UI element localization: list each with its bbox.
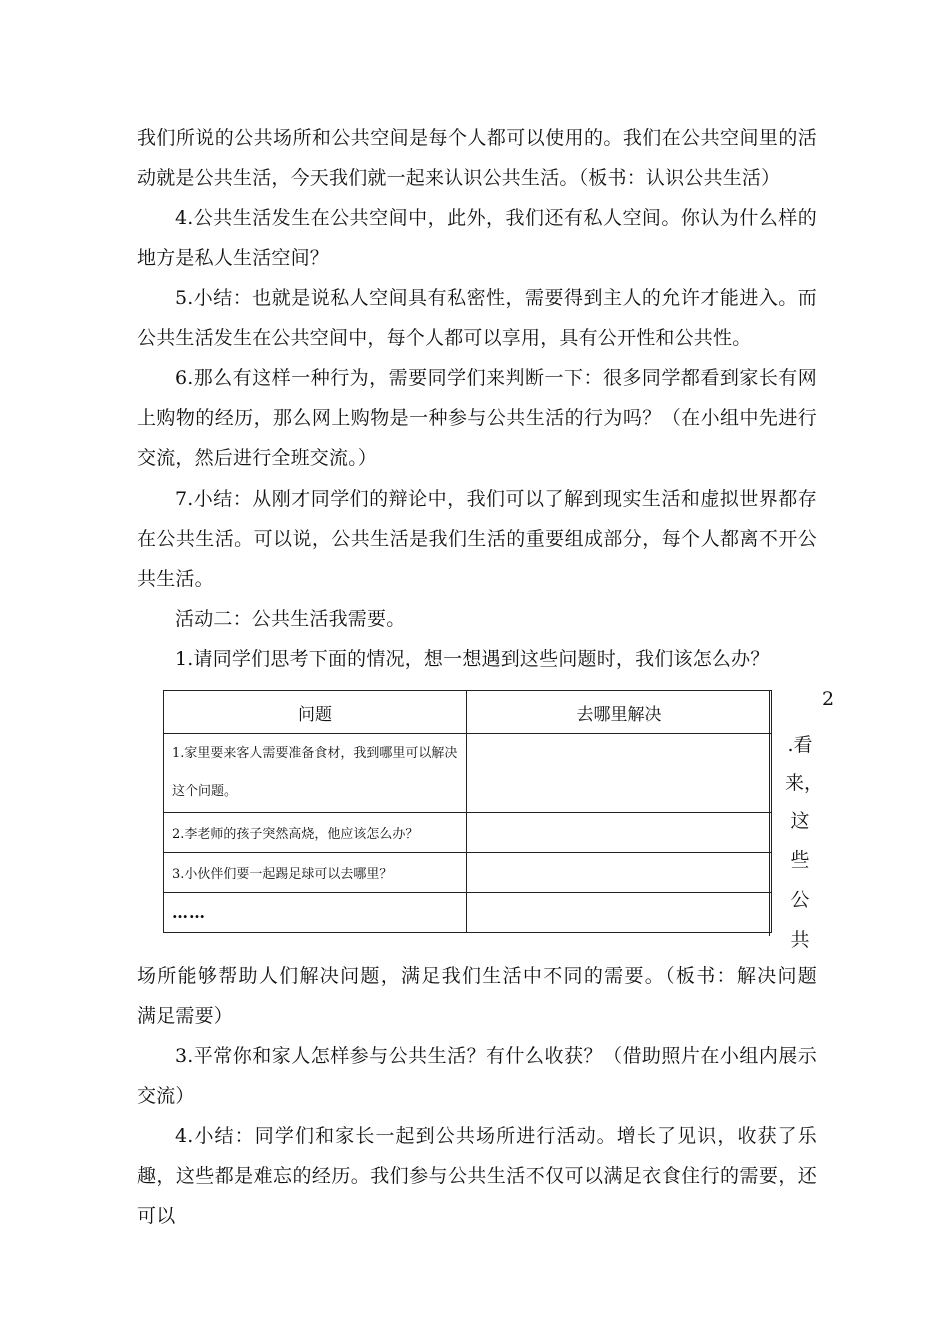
table-cell-answer (467, 853, 772, 893)
side-text-char: 公 (790, 889, 810, 911)
paragraph-question-intro: 1.请同学们思考下面的情况，想一想遇到这些问题时，我们该怎么办？ (175, 648, 770, 670)
paragraph-summary-4: 4.小结：同学们和家长一起到公共场所进行活动。增长了见识，收获了乐趣，这些都是难忘的经历。我们参与公共生活不仅可以满足衣食住行的需要，还可以 (137, 1125, 817, 1227)
paragraph-3: 3.平常你和家人怎样参与公共生活？有什么收获？（借助照片在小组内展示交流） (137, 1045, 817, 1107)
side-text-char: 共 (790, 929, 810, 951)
table-cell-ellipsis: …… (164, 893, 467, 933)
table-cell-answer (467, 813, 772, 853)
paragraph-6: 6.那么有这样一种行为，需要同学们来判断一下：很多同学都看到家长有网上购物的经历，那么网上购物是一种参与公共生活的行为吗？（在小组中先进行交流，然后进行全班交流。） (137, 367, 817, 469)
table-header-row (164, 691, 772, 734)
table-cell-question: 1.家里要来客人需要准备食材，我到哪里可以解决这个问题。 (164, 734, 467, 813)
paragraph-5: 5.小结：也就是说私人空间具有私密性，需要得到主人的允许才能进入。而公共生活发生在公共空间中，每个人都可以享用，具有公开性和公共性。 (137, 287, 817, 349)
side-text-char: 些 (790, 849, 810, 871)
table-row (164, 853, 772, 893)
table-row (164, 893, 772, 933)
problem-table (163, 690, 772, 933)
table-row (164, 813, 772, 853)
side-text-char: 来， (785, 772, 824, 794)
table-row (164, 734, 772, 813)
activity-two-heading: 活动二：公共生活我需要。 (175, 608, 406, 630)
table-cell-question: 2.李老师的孩子突然高烧，他应该怎么办？ (164, 813, 467, 853)
table-cell-answer (467, 734, 772, 813)
table-side-border (769, 690, 770, 936)
side-text-char: .看 (787, 734, 813, 756)
item-number-2: 2 (822, 688, 835, 710)
paragraph-7: 7.小结：从刚才同学们的辩论中，我们可以了解到现实生活和虚拟世界都存在公共生活。可以说，公共生活是我们生活的重要组成部分，每个人都离不开公共生活。 (137, 488, 817, 590)
paragraph-4: 4.公共生活发生在公共空间中，此外，我们还有私人空间。你认为什么样的地方是私人生活空间？ (137, 207, 817, 269)
table-cell-answer (467, 893, 772, 933)
table-header-where: 去哪里解决 (467, 691, 772, 734)
paragraph-2-continued: 场所能够帮助人们解决问题，满足我们生活中不同的需要。（板书：解决问题 满足需要） (137, 965, 837, 1027)
table-header-question: 问题 (164, 691, 467, 734)
table-cell-question: 3.小伙伴们要一起踢足球可以去哪里？ (164, 853, 467, 893)
paragraph-intro: 我们所说的公共场所和公共空间是每个人都可以使用的。我们在公共空间里的活动就是公共生活，今天我们就一起来认识公共生活。（板书：认识公共生活） (137, 127, 817, 189)
side-text-char: 这 (790, 810, 810, 832)
